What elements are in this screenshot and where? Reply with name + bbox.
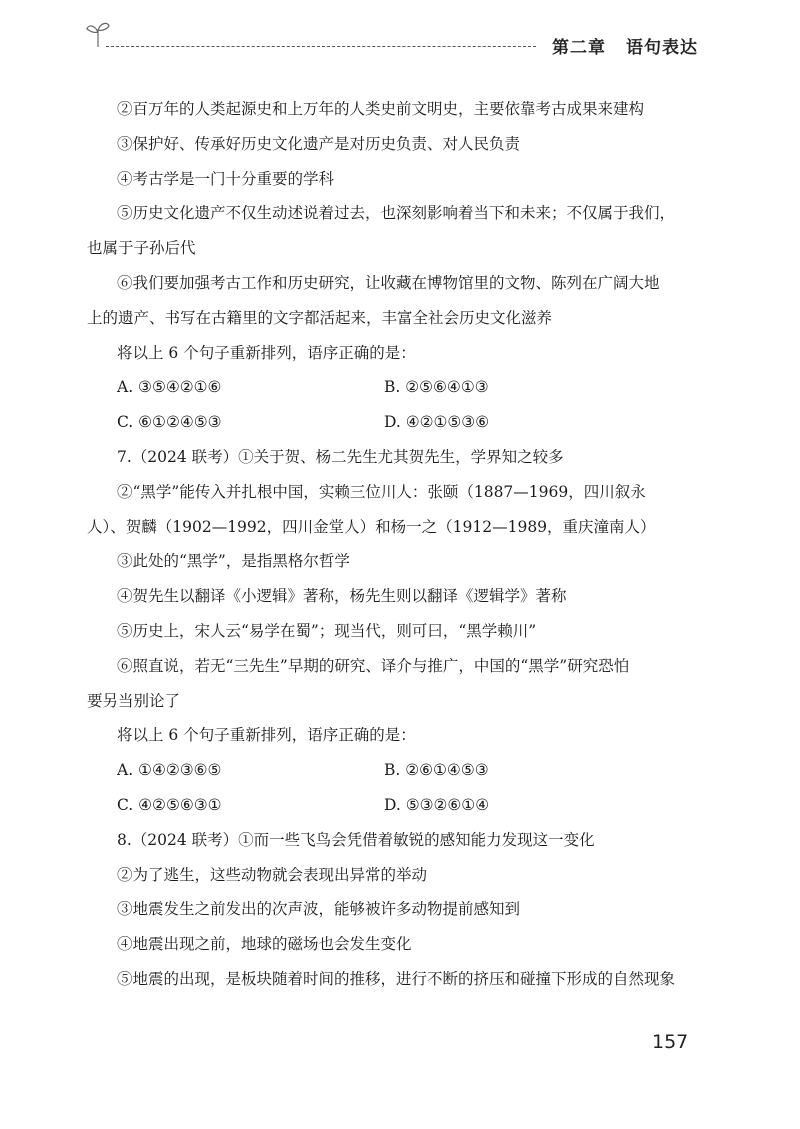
chapter-number: 第二章 xyxy=(552,38,606,58)
option-c: C. ④②⑤⑥③① xyxy=(117,795,222,814)
chapter-title: 语句表达 xyxy=(626,38,698,58)
page-header xyxy=(0,0,800,70)
text-line: ⑤地震的出现，是板块随着时间的推移，进行不断的挤压和碰撞下形成的自然现象 xyxy=(117,969,676,988)
text-line: 要另当别论了 xyxy=(87,691,181,710)
text-line: 上的遗产、书写在古籍里的文字都活起来，丰富全社会历史文化滋养 xyxy=(87,308,553,327)
option-c: C. ⑥①②④⑤③ xyxy=(117,413,222,432)
option-row xyxy=(87,759,687,794)
question-prompt: 将以上 6 个句子重新排列，语序正确的是： xyxy=(117,343,416,362)
chapter-heading xyxy=(552,33,698,58)
text-line: ③保护好、传承好历史文化遗产是对历史负责、对人民负责 xyxy=(117,134,521,153)
option-row xyxy=(87,411,687,446)
question-7-stem: 7.（2024 联考）①关于贺、杨二先生尤其贺先生，学界知之较多 xyxy=(117,447,564,466)
question-8-stem: 8.（2024 联考）①而一些飞鸟会凭借着敏锐的感知能力发现这一变化 xyxy=(117,830,595,849)
text-line: ⑤历史文化遗产不仅生动述说着过去，也深刻影响着当下和未来；不仅属于我们， xyxy=(117,204,676,223)
text-line: ④贺先生以翻译《小逻辑》著称，杨先生则以翻译《逻辑学》著称 xyxy=(117,587,567,606)
header-dashed-rule xyxy=(106,46,536,47)
question-prompt: 将以上 6 个句子重新排列，语序正确的是： xyxy=(117,726,416,745)
option-d: D. ⑤③②⑥①④ xyxy=(384,795,490,814)
option-a: A. ①④②③⑥⑤ xyxy=(117,761,222,780)
text-line: ④考古学是一门十分重要的学科 xyxy=(117,169,335,188)
text-line: ⑥我们要加强考古工作和历史研究，让收藏在博物馆里的文物、陈列在广阔大地 xyxy=(117,273,660,292)
text-line: 人）、贺麟（1902—1992，四川金堂人）和杨一之（1912—1989，重庆潼南人） xyxy=(87,517,656,536)
text-line: ④地震出现之前，地球的磁场也会发生变化 xyxy=(117,935,412,954)
text-line: 也属于子孙后代 xyxy=(87,239,196,258)
option-row xyxy=(87,794,687,829)
option-d: D. ④②①⑤③⑥ xyxy=(384,413,490,432)
text-line: ⑥照直说，若无“三先生”早期的研究、译介与推广，中国的“黑学”研究恐怕 xyxy=(117,656,630,675)
text-line: ⑤历史上，宋人云“易学在蜀”；现当代，则可曰，“黑学赖川” xyxy=(117,621,537,640)
page-body xyxy=(87,98,687,1003)
option-b: B. ②⑥①④⑤③ xyxy=(384,761,489,780)
sprout-icon xyxy=(85,20,111,48)
text-line: ③地震发生之前发出的次声波，能够被许多动物提前感知到 xyxy=(117,900,521,919)
text-line: ②百万年的人类起源史和上万年的人类史前文明史，主要依靠考古成果来建构 xyxy=(117,100,645,118)
option-a: A. ③⑤④②①⑥ xyxy=(117,378,222,397)
text-line: ③此处的“黑学”，是指黑格尔哲学 xyxy=(117,552,350,571)
text-line: ②“黑学”能传入并扎根中国，实赖三位川人：张颐（1887—1969，四川叙永 xyxy=(117,482,646,501)
option-row xyxy=(87,376,687,411)
option-b: B. ②⑤⑥④①③ xyxy=(384,378,489,397)
text-line: ②为了逃生，这些动物就会表现出异常的举动 xyxy=(117,865,428,884)
page-number: 157 xyxy=(652,1031,689,1053)
